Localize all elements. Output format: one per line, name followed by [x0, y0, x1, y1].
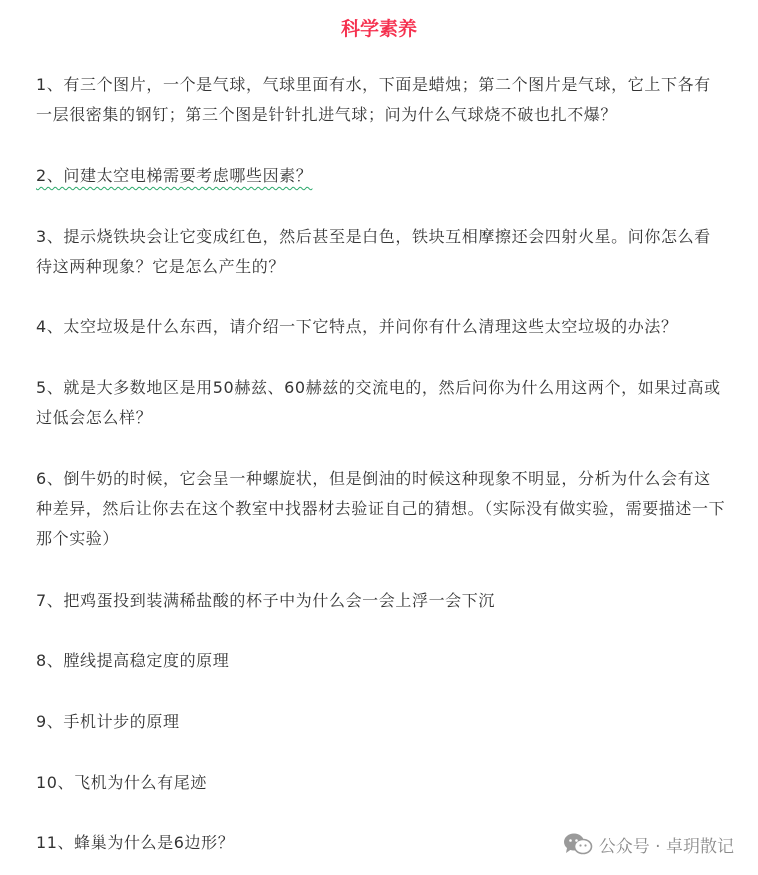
question-4: 4、太空垃圾是什么东西，请介绍一下它特点，并问你有什么清理这些太空垃圾的办法？: [36, 317, 678, 336]
question-8: 8、膛线提高稳定度的原理: [36, 651, 230, 670]
question-10: 10、飞机为什么有尾迹: [36, 773, 207, 792]
question-9: 9、手机计步的原理: [36, 712, 180, 731]
question-2-text: 2、问建太空电梯需要考虑哪些因素？: [36, 166, 313, 185]
question-6: 6、倒牛奶的时候，它会呈一种螺旋状，但是倒油的时候这种现象不明显，分析为什么会有这种差异，然后让你去在这个教室中找器材去验证自己的猜想。（实际没有做实验，需要描述一下那个实验）: [36, 469, 726, 548]
question-7: 7、把鸡蛋投到装满稀盐酸的杯子中为什么会一会上浮一会下沉: [36, 591, 495, 610]
question-5: 5、就是大多数地区是用50赫兹、60赫兹的交流电的，然后问你为什么用这两个，如果过高或过低会怎么样？: [36, 378, 721, 427]
question-2: [36, 161, 726, 191]
watermark-text: 公众号 · 卓玥散记: [598, 836, 734, 857]
page-title: 科学素养: [340, 18, 417, 40]
watermark: [563, 830, 734, 858]
question-11: 11、蜂巢为什么是6边形？: [36, 833, 235, 852]
question-3: 3、提示烧铁块会让它变成红色，然后甚至是白色，铁块互相摩擦还会四射火星。问你怎么看待这两种现象？它是怎么产生的？: [36, 227, 711, 276]
question-1: 1、有三个图片，一个是气球，气球里面有水，下面是蜡烛；第二个图片是气球，它上下各有一层很密集的钢钉；第三个图是针针扎进气球；问为什么气球烧不破也扎不爆？: [36, 75, 711, 124]
wechat-icon: [563, 832, 593, 856]
